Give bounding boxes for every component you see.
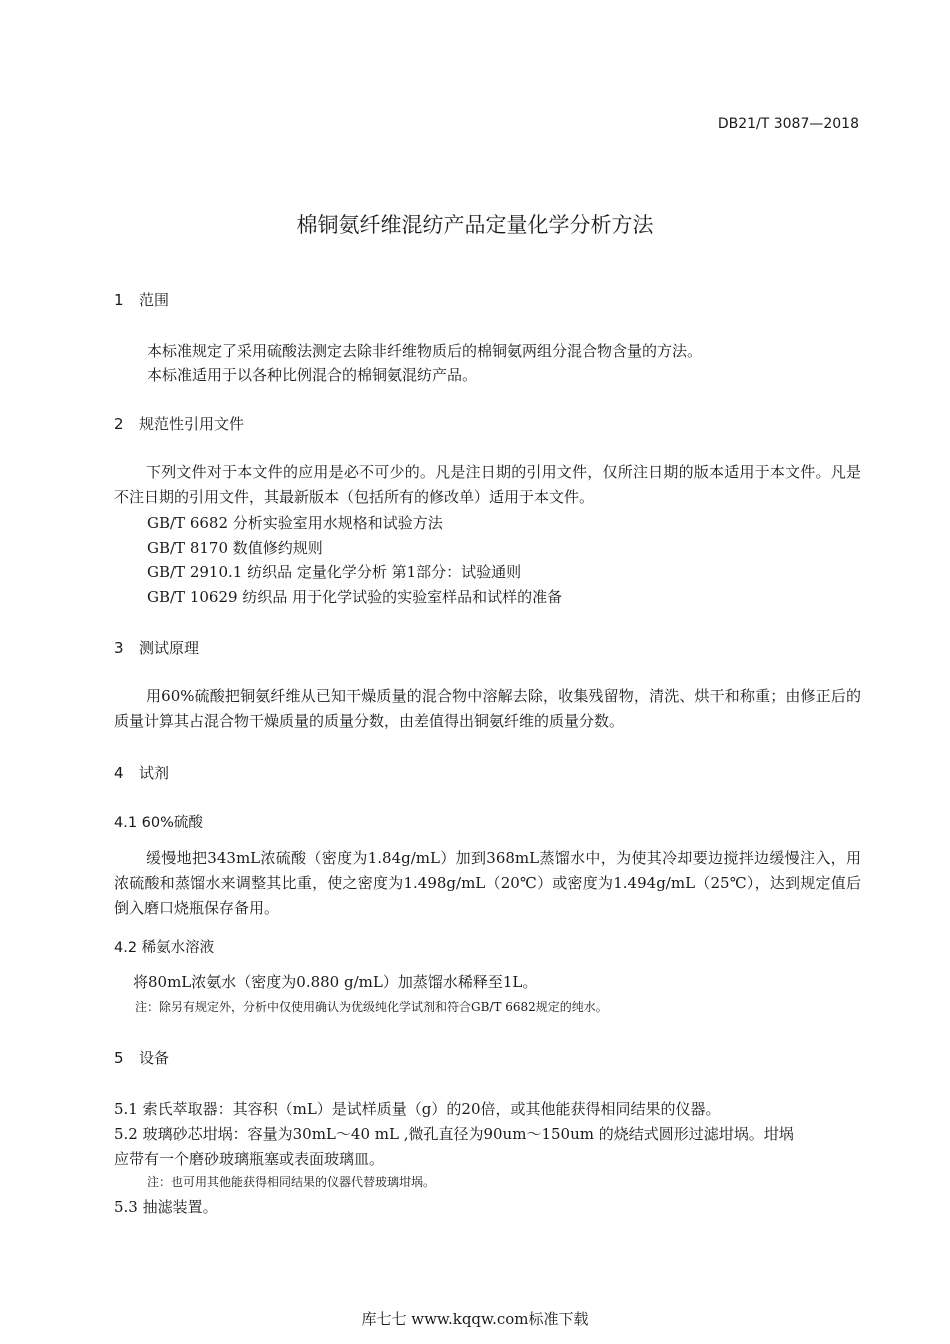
references-intro-paragraph: 下列文件对于本文件的应用是必不可少的。凡是注日期的引用文件，仅所注日期的版本适用于本文件。凡是不注日期的引用文件，其最新版本（包括所有的修改单）适用于本文件。 bbox=[114, 463, 861, 506]
section-3-heading bbox=[114, 637, 199, 658]
reference-item: GB/T 10629 纺织品 用于化学试验的实验室样品和试样的准备 bbox=[147, 588, 563, 606]
ammonia-paragraph: 将80mL浓氨水（密度为0.880 g/mL）加蒸馏水稀释至1L。 bbox=[133, 973, 538, 991]
equipment-item-5-1: 5.1 索氏萃取器：其容积（mL）是试样质量（g）的20倍，或其他能获得相同结果的仪器。 bbox=[114, 1100, 721, 1118]
section-4-heading bbox=[114, 762, 169, 783]
section-number: 2 bbox=[114, 415, 124, 433]
reference-item: GB/T 2910.1 纺织品 定量化学分析 第1部分：试验通则 bbox=[147, 563, 522, 581]
section-number: 4 bbox=[114, 764, 124, 782]
reagent-note: 注：除另有规定外，分析中仅使用确认为优级纯化学试剂和符合GB/T 6682规定的纯水。 bbox=[135, 1000, 608, 1014]
section-number: 3 bbox=[114, 639, 124, 657]
section-title: 设备 bbox=[139, 1049, 170, 1067]
section-2-heading bbox=[114, 413, 244, 434]
section-title: 试剂 bbox=[139, 764, 170, 782]
sulfuric-acid-paragraph: 缓慢地把343mL浓硫酸（密度为1.84g/mL）加到368mL蒸馏水中，为使其冷却要边搅拌边缓慢注入，用浓硫酸和蒸馏水来调整其比重，使之密度为1.498g/mL（20℃）或密度为1.494g/mL（25℃），达到规定值后倒入磨口烧瓶保存备用。 bbox=[114, 849, 861, 917]
footer-watermark: 库七七 www.kqqw.com标准下载 bbox=[361, 1310, 589, 1328]
standard-number: DB21/T 3087—2018 bbox=[717, 116, 859, 132]
section-number: 1 bbox=[114, 291, 124, 309]
section-title: 测试原理 bbox=[139, 639, 200, 657]
section-title: 规范性引用文件 bbox=[139, 415, 245, 433]
equipment-item-5-3: 5.3 抽滤装置。 bbox=[114, 1198, 218, 1216]
reference-item: GB/T 8170 数值修约规则 bbox=[147, 539, 323, 557]
principle-paragraph: 用60%硫酸把铜氨纤维从已知干燥质量的混合物中溶解去除，收集残留物，清洗、烘干和称重；由修正后的质量计算其占混合物干燥质量的质量分数，由差值得出铜氨纤维的质量分数。 bbox=[114, 687, 861, 730]
section-1-heading bbox=[114, 289, 169, 310]
equipment-item-5-2-continued: 应带有一个磨砂玻璃瓶塞或表面玻璃皿。 bbox=[114, 1150, 385, 1168]
equipment-item-5-2: 5.2 玻璃砂芯坩埚：容量为30mL～40 mL ,微孔直径为90um～150um 的烧结式圆形过滤坩埚。坩埚 bbox=[114, 1125, 794, 1143]
subsection-4-2-heading: 4.2 稀氨水溶液 bbox=[114, 940, 215, 956]
scope-paragraph-1: 本标准规定了采用硫酸法测定去除非纤维物质后的棉铜氨两组分混合物含量的方法。 bbox=[147, 342, 703, 360]
equipment-note: 注：也可用其他能获得相同结果的仪器代替玻璃坩埚。 bbox=[147, 1175, 436, 1189]
reference-item: GB/T 6682 分析实验室用水规格和试验方法 bbox=[147, 514, 443, 532]
page-title: 棉铜氨纤维混纺产品定量化学分析方法 bbox=[296, 213, 654, 237]
scope-paragraph-2: 本标准适用于以各种比例混合的棉铜氨混纺产品。 bbox=[147, 366, 478, 384]
section-5-heading bbox=[114, 1047, 169, 1068]
section-number: 5 bbox=[114, 1049, 124, 1067]
subsection-4-1-heading: 4.1 60%硫酸 bbox=[114, 815, 203, 831]
section-title: 范围 bbox=[139, 291, 170, 309]
